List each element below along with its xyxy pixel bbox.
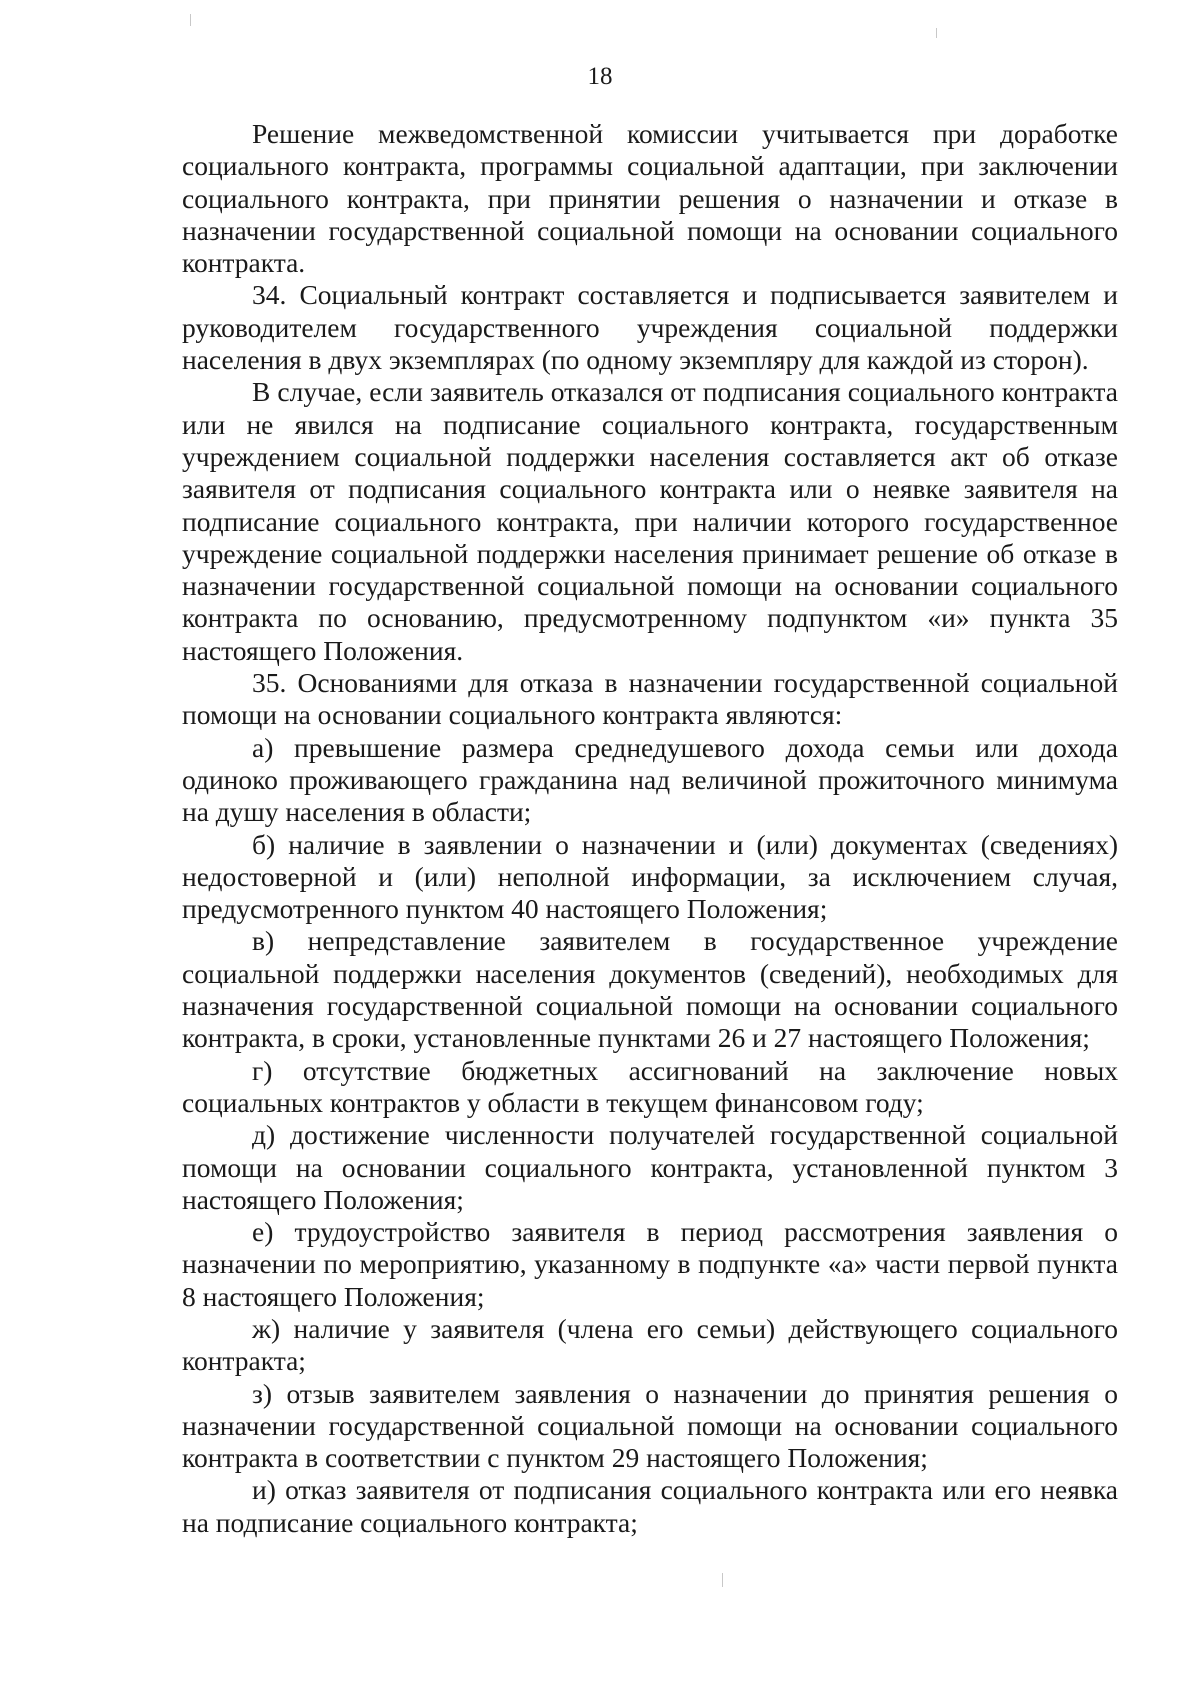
list-item-e: е) трудоустройство заявителя в период рассмотрения заявления о назначении по мероприятию, указанному в подпункте «а» части первой пункта 8 настоящего Положения; xyxy=(182,1216,1118,1312)
paragraph-item-34: 34. Социальный контракт составляется и подписывается заявителем и руководителем государственного учреждения социальной поддержки населения в двух экземплярах (по одному экземпляру для каждой из сторон). xyxy=(182,279,1118,376)
paragraph-commission-decision: Решение межведомственной комиссии учитывается при доработке социального контракта, программы социальной адаптации, при заключении социального контракта, при принятии решения о назначении и отказе в назначении государственной социальной помощи на основании социального контракта. xyxy=(182,118,1118,279)
page-number: 18 xyxy=(587,63,613,90)
list-item-zh: ж) наличие у заявителя (члена его семьи) действующего социального контракта; xyxy=(182,1312,1118,1377)
list-item-d: д) достижение численности получателей государственной социальной помощи на основании социального контракта, установленной пунктом 3 настоящего Положения; xyxy=(182,1119,1118,1215)
scan-artifact-top-right xyxy=(936,28,937,38)
list-item-b: б) наличие в заявлении о назначении и (или) документах (сведениях) недостоверной и (или) неполной информации, за исключением случая, предусмотренного пунктом 40 настоящего Положения; xyxy=(182,828,1118,925)
list-item-z: з) отзыв заявителем заявления о назначении до принятия решения о назначении государственной социальной помощи на основании социального контракта в соответствии с пунктом 29 настоящего Положения; xyxy=(182,1377,1118,1474)
paragraph-item-35: 35. Основаниями для отказа в назначении государственной социальной помощи на основании социального контракта являются: xyxy=(182,667,1118,731)
paragraph-refusal-to-sign: В случае, если заявитель отказался от подписания социального контракта или не явился на подписание социального контракта, государственным учреждением социальной поддержки населения составляется акт об отказе заявителя от подписания социального контракта или о неявке заявителя на подписание социального контракта, при наличии которого государственное учреждение социальной поддержки населения принимает решение об отказе в назначении государственной социальной помощи на основании социального контракта по основанию, предусмотренному подпунктом «и» пункта 35 настоящего Положения. xyxy=(182,376,1118,666)
list-item-g: г) отсутствие бюджетных ассигнований на заключение новых социальных контрактов у области в текущем финансовом году; xyxy=(182,1054,1118,1118)
document-body xyxy=(182,118,1118,1539)
scan-artifact-bottom xyxy=(722,1573,723,1587)
list-item-i: и) отказ заявителя от подписания социального контракта или его неявка на подписание социального контракта; xyxy=(182,1474,1118,1538)
list-item-a: а) превышение размера среднедушевого дохода семьи или дохода одиноко проживающего гражданина над величиной прожиточного минимума на душу населения в области; xyxy=(182,731,1118,828)
scan-artifact-top-left xyxy=(190,14,191,26)
list-item-v: в) непредставление заявителем в государственное учреждение социальной поддержки населения документов (сведений), необходимых для назначения государственной социальной помощи на основании социального контракта, в сроки, установленные пунктами 26 и 27 настоящего Положения; xyxy=(182,925,1118,1054)
